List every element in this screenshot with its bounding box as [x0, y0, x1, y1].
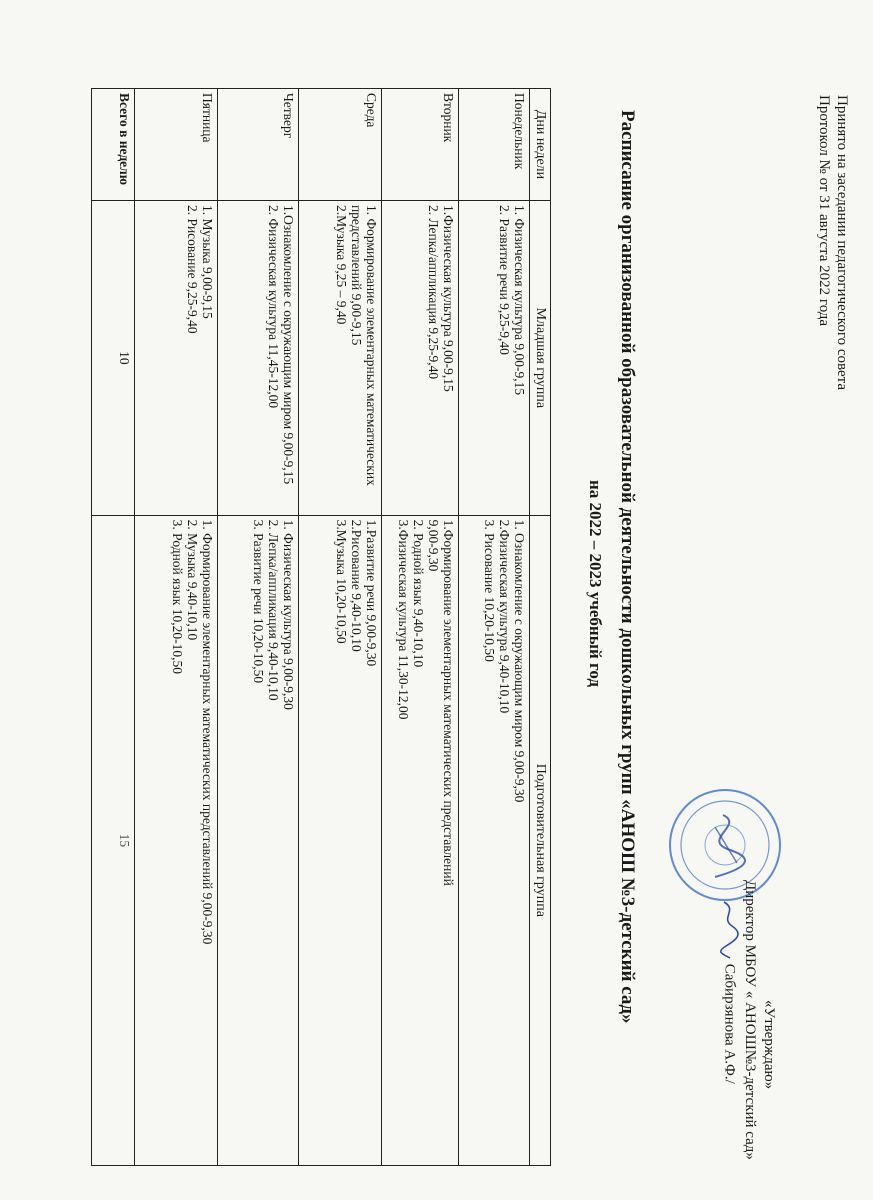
- lesson-item: 2.Музыка 9,25 – 9,40: [334, 204, 349, 325]
- table-row: [299, 89, 382, 1166]
- lesson-item: 1. Физическая культура 9,00-9,30: [281, 519, 296, 710]
- lesson-item: 1.Физическая культура 9,00-9,15: [441, 204, 456, 392]
- table-total-row: [92, 89, 135, 1166]
- lesson-item: 2. Физическая культура 11,45-12,00: [266, 204, 281, 409]
- page-title: Расписание организованной образовательной деятельности дошкольных групп «АНОШ №3-детский сад»: [617, 110, 638, 1024]
- lesson-item: 3.Музыка 10,20-10,50: [334, 519, 349, 644]
- schedule-table: [91, 88, 551, 1166]
- lesson-item: 1. Формирование элементарных математических: [364, 204, 379, 486]
- total-label: Всего в неделю: [92, 89, 135, 201]
- senior-cell: [135, 515, 218, 1165]
- lesson-item: 2. Лепка/аппликация 9,40-10,10: [266, 519, 281, 701]
- lesson-item: представлений 9,00-9,15: [349, 204, 364, 346]
- lesson-item: 2. Лепка/аппликация 9,25-9,40: [426, 204, 441, 380]
- lesson-item: 2.Физическая культура 9,40-10,10: [497, 519, 512, 714]
- table-row: [135, 89, 218, 1166]
- senior-cell: [382, 515, 459, 1165]
- day-cell: Пятница: [135, 89, 218, 201]
- junior-cell: [299, 200, 382, 515]
- lesson-item: 3. Рисование 10,20-10,50: [482, 519, 497, 662]
- lesson-item: 2.Рисование 9,40-10,10: [349, 519, 364, 652]
- lesson-item: 2. Рисование 9,25-9,40: [185, 204, 200, 334]
- approval-signatory: Сабирзянова А.Ф./: [721, 963, 738, 1084]
- table-row: [382, 89, 459, 1166]
- lesson-item: 1.Развитие речи 9,00-9,30: [364, 519, 379, 667]
- page-subtitle: на 2022 – 2023 учебный год: [586, 480, 605, 687]
- lesson-item: 3. Развитие речи 10,20-10,50: [251, 519, 266, 684]
- lesson-item: 2. Музыка 9,40-10,10: [185, 519, 200, 641]
- senior-cell: [299, 515, 382, 1165]
- lesson-item: 2. Родной язык 9,40-10,10: [411, 519, 426, 668]
- lesson-item: 1. Ознакомление с окружающим миром 9,00-9,30: [512, 519, 527, 803]
- total-junior: 10: [92, 200, 135, 515]
- signature-icon: [718, 900, 740, 960]
- senior-cell: [218, 515, 299, 1165]
- total-senior: 15: [92, 515, 135, 1165]
- junior-cell: [459, 200, 530, 515]
- approval-left-line1: Принято на заседании педагогического совета: [834, 95, 850, 391]
- header-days: Дни недели: [530, 89, 551, 201]
- day-cell: Четверг: [218, 89, 299, 201]
- day-cell: Вторник: [382, 89, 459, 201]
- junior-cell: [382, 200, 459, 515]
- approval-left-line2: Протокол № от 31 августа 2022 года: [816, 95, 832, 327]
- lesson-item: 3.Физическая культура 11,30-12,00: [396, 519, 411, 720]
- lesson-item: 1. Физическая культура 9,00-9,15: [512, 204, 527, 396]
- approval-right: [718, 880, 778, 1160]
- approval-left: [815, 95, 851, 390]
- day-cell: Понедельник: [459, 89, 530, 201]
- lesson-item: 9,00-9,30: [426, 519, 441, 572]
- table-header-row: [530, 89, 551, 1166]
- junior-cell: [135, 200, 218, 515]
- lesson-item: 1. Формирование элементарных математических представлений 9,00-9,30: [200, 519, 215, 945]
- lesson-item: 1. Музыка 9,00-9,15: [200, 204, 215, 319]
- lesson-item: 1.Ознакомление с окружающим миром 9,00-9,15: [281, 204, 296, 485]
- header-senior-group: Подготовительная группа: [530, 515, 551, 1165]
- table-row: [218, 89, 299, 1166]
- lesson-item: 1.Формирование элементарных математических представлений: [441, 519, 456, 886]
- header-junior-group: Младшая группа: [530, 200, 551, 515]
- approval-director: Директор МБОУ « АНОШ№3-детский сад»: [742, 880, 758, 1160]
- senior-cell: [459, 515, 530, 1165]
- junior-cell: [218, 200, 299, 515]
- approval-heading: «Утверждаю»: [761, 1000, 777, 1090]
- day-cell: Среда: [299, 89, 382, 201]
- lesson-item: 2. Развитие речи 9,25-9,40: [497, 204, 512, 355]
- table-row: [459, 89, 530, 1166]
- lesson-item: 3. Родной язык 10,20-10,50: [170, 519, 185, 674]
